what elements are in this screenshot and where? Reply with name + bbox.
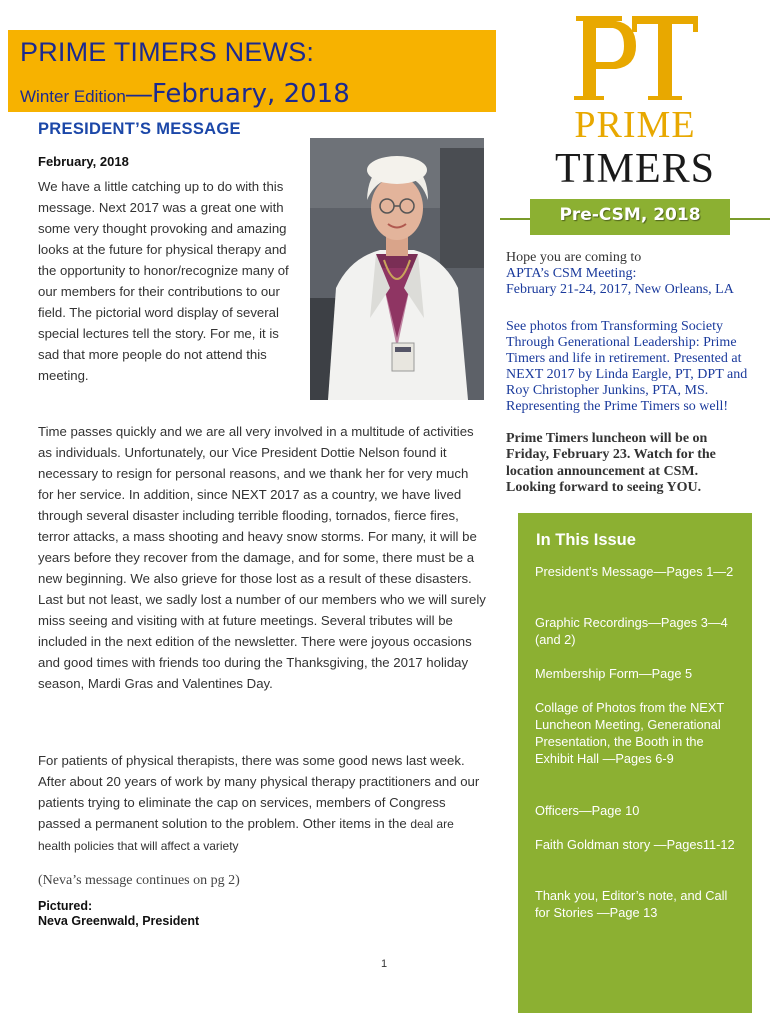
issue-item-faith-goldman: Faith Goldman story —Pages11-12 [535, 837, 735, 852]
issue-item-officers: Officers—Page 10 [535, 803, 640, 818]
csm-invite-line-3: February 21-24, 2017, New Orleans, LA [506, 282, 734, 297]
president-photo-image [310, 138, 484, 400]
page-number: 1 [381, 958, 388, 970]
precsm-title: Pre-CSM, 2018 [559, 205, 701, 225]
in-this-issue-title: In This Issue [536, 531, 636, 549]
message-paragraph-3-tail: deal are health policies that will affect a variety [38, 817, 454, 853]
luncheon-note: Prime Timers luncheon will be on Friday, February 23. Watch for the location announcement at CSM. Looking forward to seeing YOU. [506, 431, 716, 495]
section-heading: PRESIDENT’S MESSAGE [38, 120, 241, 138]
edition-dash: — [125, 78, 152, 108]
logo-word-prime: PRIME [574, 104, 696, 146]
csm-invite-line-2: APTA’s CSM Meeting: [506, 266, 637, 281]
issue-item-membership-form: Membership Form—Page 5 [535, 666, 693, 681]
caption-label: Pictured: [38, 899, 93, 913]
edition-date: February, 2018 [151, 79, 350, 109]
photos-note: See photos from Transforming Society Through Generational Leadership: Prime Timers and life in retirement. Presented at NEXT 2017 by Linda Eargle, PT, DPT and Roy Christopher Junkins, PTA, MS. Representing the Prime Timers so well! [506, 319, 748, 414]
caption-name: Neva Greenwald, President [38, 914, 200, 928]
csm-invite-line-1: Hope you are coming to [506, 250, 642, 265]
president-photo [310, 138, 484, 400]
issue-item-thank-you: Thank you, Editor’s note, and Call for Stories —Page 13 [535, 888, 728, 920]
prime-timers-logo [520, 10, 750, 190]
issue-item-presidents-message: President’s Message—Pages 1—2 [535, 564, 734, 579]
message-paragraph-3 [38, 750, 486, 857]
letter-date: February, 2018 [38, 154, 129, 169]
message-paragraph-2: Time passes quickly and we are all very involved in a multitude of activities as individuals. Unfortunately, our Vice President Dottie Nelson found it necessary to resign for personal reasons, and we thank her for very much for her service. In addition, since NEXT 2017 as a country, we have lived through several disaster including terrible flooding, tornados, fierce fires, terror attacks, a mass shooting and heavy snow storms. For many, it will be years before they recover from the damage, and for some, there must be a new beginning. We also grieve for those lost as a result of these disasters. Last but not least, we sadly lost a number of our members who we will surely miss seeing and visiting with at future meetings. Several tributes will be included in the next edition of the newsletter. There were joyous occasions and good times with friends too during the Thanksgiving, the 2017 holiday season, Mardi Gras and Valentines Day. [38, 424, 486, 691]
message-paragraph-3-text: For patients of physical therapists, there was some good news last week. After about 20 years of work by many physical therapy practitioners and our patients trying to eliminate the cap on services, members of Congress passed a permanent solution to the problem. Other items in the [38, 753, 480, 831]
logo-graphic [520, 10, 750, 190]
edition-name: Winter Edition [20, 87, 126, 106]
edition-line [20, 78, 350, 109]
logo-word-timers: TIMERS [554, 146, 716, 190]
newsletter-title: PRIME TIMERS NEWS: [20, 37, 315, 67]
issue-item-graphic-recordings: Graphic Recordings—Pages 3—4 (and 2) [535, 615, 728, 647]
continued-note: (Neva’s message continues on pg 2) [38, 873, 240, 888]
issue-item-photo-collage: Collage of Photos from the NEXT Luncheon Meeting, Generational Presentation, the Booth in the Exhibit Hall —Pages 6-9 [535, 700, 724, 766]
message-paragraph-1: We have a little catching up to do with this message. Next 2017 was a great one with some very thought provoking and amazing looks at the future for physical therapy and the opportunity to honor/recognize many of our members for their contributions to our field. The pictorial word display of several special lectures tell the story. For me, it is sad that more people do not attend this meeting. [38, 179, 289, 383]
